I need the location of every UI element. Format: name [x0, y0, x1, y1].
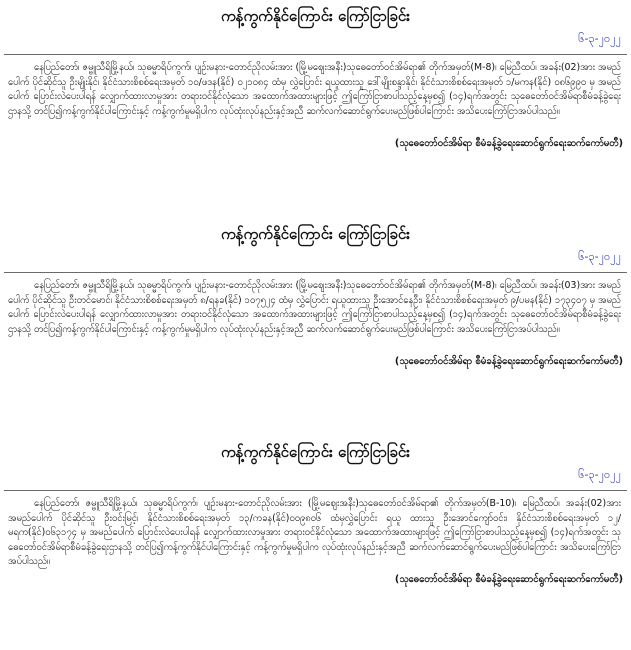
notice-signature: (သုဓေတော်ဝင်အိမ်ရာ စီမံခန့်ခွဲရေးဆောင်ရွက်ရေးဆက်ကော်မတီ)	[394, 138, 623, 149]
notice-signature: (သုဓေတော်ဝင်အိမ်ရာ စီမံခန့်ခွဲရေးဆောင်ရွက်ရေးဆက်ကော်မတီ)	[394, 356, 623, 367]
notice-body: နေပြည်တော်၊ ဇမ္ဗူသီရိမြို့နယ်၊ သုဓမ္မာရိပ်ကွက်၊ ပျဉ်းမနား-တောင်ညိုလမ်းအား (မြို့မဈေးအနီး)သုဓေတော်ဝင်အိမ်ရာ၏ တိုက်အမှတ်(B-10)၊ မြေညီထပ်၊ အခန်း(02)အား အမည်ပေါက် ပိုင်ဆိုင်သူ ဦးဝင်းမြင့်၊ နိုင်ငံသားစိစစ်ရေးအမှတ် ၁၃/ကခန(နိုင်)၀၀၉၈၀၆ ထံမှလွှဲပြောင်း ရယူ ထားသူ ဦးအောင်ကျော်ဝင်း၊ နိုင်ငံသားစိစစ်ရေးအမှတ် ၁၂/မရက(နိုင်)၀၆၃၁၇၄ မှ အမည်ပေါက် ပြောင်းလဲပေးပါရန် လျှောက်ထားလာမှုအား တရားဝင်နိုင်လုံသော အထောက်အထားများဖြင့် ဤကြော်ငြာစာပါသည့်နေ့မှစ၍ (၁၄)ရက်အတွင်း သုဓေတော်ဝင်အိမ်ရာစီမံခန့်ခွဲရေးဌာနသို့ တင်ပြ၍ကန့်ကွက်နိုင်ပါကြောင်းနှင့် ကန့်ကွက်မှုမရှိပါက လုပ်ထုံးလုပ်နည်းနှင့်အညီ ဆက်လက်ဆောင်ရွက်ပေးမည်ဖြစ်ပါကြောင်း အသိပေးကြော်ငြာအပ်ပါသည်။	[8, 498, 621, 567]
notice-2	[0, 218, 631, 369]
notice-date: ၆-၃-၂၀၂၂	[578, 32, 621, 45]
notice-body: နေပြည်တော်၊ ဇမ္ဗူသီရိမြို့နယ်၊ သုဓမ္မာရိပ်ကွက်၊ ပျဉ်းမနား-တောင်ညိုလမ်းအား (မြို့မဈေးအနီး)သုဓေတော်ဝင်အိမ်ရာ၏ တိုက်အမှတ်(M-8)၊ မြေညီထပ်၊ အခန်း(02)အား အမည်ပေါက် ပိုင်ဆိုင်သူ ဦးမျိုးနိုင်၊ နိုင်ငံသားစိစစ်ရေးအမှတ် ၁၀/ဖဒန(နိုင်) ၀၂၁၀၈၄ ထံမှ လွှဲပြောင်း ရယူထားသူ ဒေါ်မျိုးစန္ဒာနိုင်၊ နိုင်ငံသားစိစစ်ရေးအမှတ် ၁/မကန(နိုင်) ၀၈၆၉၉၀ မှ အမည်ပေါက် ပြောင်းလဲပေးပါရန် လျှောက်ထားလာမှုအား တရားဝင်နိုင်လုံသော အထောက်အထားများဖြင့် ဤကြော်ငြာစာပါသည့်နေ့မှစ၍ (၁၄)ရက်အတွင်း သုဓေတော်ဝင်အိမ်ရာစီမံခန့်ခွဲရေးဌာနသို့ တင်ပြ၍ကန့်ကွက်နိုင်ပါကြောင်းနှင့် ကန့်ကွက်မှုမရှိပါက လုပ်ထုံးလုပ်နည်းနှင့်အညီ ဆက်လက်ဆောင်ရွက်ပေးမည်ဖြစ်ပါကြောင်း အသိပေးကြော်ငြာအပ်ပါသည်။	[8, 62, 621, 117]
notice-title: ကန့်ကွက်နိုင်ကြောင်း ကြော်ငြာခြင်း	[221, 225, 410, 243]
notice-signature: (သုဓေတော်ဝင်အိမ်ရာ စီမံခန့်ခွဲရေးဆောင်ရွက်ရေးဆက်ကော်မတီ)	[394, 574, 623, 585]
notice-body: နေပြည်တော်၊ ဇမ္ဗူသီရိမြို့နယ်၊ သုဓမ္မာရိပ်ကွက်၊ ပျဉ်းမနား-တောင်ညိုလမ်းအား (မြို့မဈေးအနီး)သုဓေတော်ဝင်အိမ်ရာ၏ တိုက်အမှတ်(M-8)၊ မြေညီထပ်၊ အခန်း(03)အား အမည်ပေါက် ပိုင်ဆိုင်သူ ဦးတင်မောင်၊ နိုင်ငံသားစိစစ်ရေးအမှတ် ၈/ရနခ(နိုင်) ၁၀၇၅၂၄ ထံမှ လွှဲပြောင်း ရယူထားသူ ဦးအောင်နေဦး၊ နိုင်ငံသားစိစစ်ရေးအမှတ် ၉/ပမန(နိုင်) ၁၇၃၄၀၇ မှ အမည်ပေါက် ပြောင်းလဲပေးပါရန် လျှောက်ထားလာမှုအား တရားဝင်နိုင်လုံသော အထောက်အထားများဖြင့် ဤကြော်ငြာစာပါသည့်နေ့မှစ၍ (၁၄)ရက်အတွင်း သုဓေတော်ဝင်အိမ်ရာစီမံခန့်ခွဲရေးဌာနသို့ တင်ပြ၍ကန့်ကွက်နိုင်ပါကြောင်းနှင့် ကန့်ကွက်မှုမရှိပါက လုပ်ထုံးလုပ်နည်းနှင့်အညီ ဆက်လက်ဆောင်ရွက်ပေးမည်ဖြစ်ပါကြောင်း အသိပေးကြော်ငြာအပ်ပါသည်။	[8, 280, 621, 335]
notice-title: ကန့်ကွက်နိုင်ကြောင်း ကြော်ငြာခြင်း	[221, 443, 410, 461]
notice-1	[0, 0, 631, 151]
notice-title: ကန့်ကွက်နိုင်ကြောင်း ကြော်ငြာခြင်း	[221, 7, 410, 25]
notice-date: ၆-၃-၂၀၂၂	[578, 250, 621, 263]
notice-date: ၆-၃-၂၀၂၂	[578, 468, 621, 481]
notice-3	[0, 436, 631, 587]
